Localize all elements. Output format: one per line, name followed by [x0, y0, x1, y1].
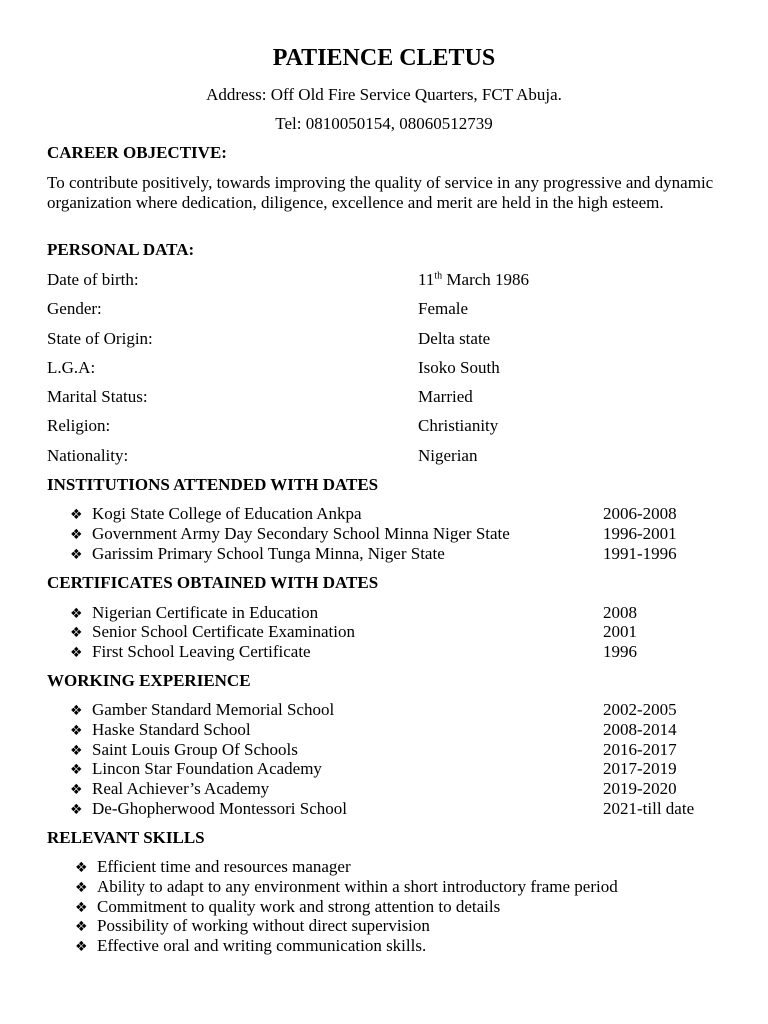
list-item: ❖ Gamber Standard Memorial School	[70, 700, 335, 719]
diamond-bullet-icon: ❖	[75, 919, 88, 935]
diamond-bullet-icon: ❖	[70, 527, 83, 543]
nationality-value: Nigerian	[418, 446, 478, 465]
list-item-date: 2001	[603, 622, 637, 641]
list-item-date: 2019-2020	[603, 779, 677, 798]
list-item: ❖ Garissim Primary School Tunga Minna, Niger State	[70, 544, 445, 563]
diamond-bullet-icon: ❖	[70, 645, 83, 661]
career-objective-heading: CAREER OBJECTIVE:	[47, 143, 227, 162]
list-item: ❖ Ability to adapt to any environment within a short introductory frame period	[75, 877, 618, 896]
list-item-date: 2002-2005	[603, 700, 677, 719]
diamond-bullet-icon: ❖	[75, 880, 88, 896]
address-line: Address: Off Old Fire Service Quarters, FCT Abuja.	[206, 85, 562, 104]
list-item: ❖ Haske Standard School	[70, 720, 251, 739]
resume-name: PATIENCE CLETUS	[272, 45, 496, 71]
religion-value: Christianity	[418, 416, 499, 435]
religion-label: Religion:	[47, 416, 111, 435]
list-item: ❖ Efficient time and resources manager	[75, 857, 351, 876]
career-objective-text: To contribute positively, towards improving the quality of service in any progressive and dynamic organization where dedication, diligence, excellence and merit are held in the high esteem.	[47, 173, 714, 212]
marital-status-label: Marital Status:	[47, 387, 148, 406]
list-item: ❖ First School Leaving Certificate	[70, 642, 311, 661]
lga-label: L.G.A:	[47, 358, 96, 377]
list-item: ❖ Lincon Star Foundation Academy	[70, 759, 322, 778]
list-item: ❖ Government Army Day Secondary School Minna Niger State	[70, 524, 510, 543]
list-item: ❖ Senior School Certificate Examination	[70, 622, 355, 641]
diamond-bullet-icon: ❖	[70, 743, 83, 759]
nationality-label: Nationality:	[47, 446, 129, 465]
diamond-bullet-icon: ❖	[70, 802, 83, 818]
gender-value: Female	[418, 299, 469, 318]
diamond-bullet-icon: ❖	[70, 703, 83, 719]
list-item-date: 2017-2019	[603, 759, 677, 778]
relevant-skills-heading: RELEVANT SKILLS	[47, 828, 205, 847]
diamond-bullet-icon: ❖	[70, 606, 83, 622]
list-item: ❖ Real Achiever’s Academy	[70, 779, 270, 798]
diamond-bullet-icon: ❖	[70, 625, 83, 641]
marital-status-value: Married	[418, 387, 473, 406]
diamond-bullet-icon: ❖	[70, 782, 83, 798]
list-item-date: 1996-2001	[603, 524, 677, 543]
working-experience-heading: WORKING EXPERIENCE	[47, 671, 251, 690]
dob-value: 11th March 1986	[418, 270, 530, 289]
gender-label: Gender:	[47, 299, 102, 318]
list-item: ❖ Possibility of working without direct supervision	[75, 916, 430, 935]
list-item-date: 1991-1996	[603, 544, 677, 563]
list-item-date: 2008	[603, 603, 637, 622]
diamond-bullet-icon: ❖	[70, 723, 83, 739]
diamond-bullet-icon: ❖	[75, 900, 88, 916]
diamond-bullet-icon: ❖	[70, 507, 83, 523]
institutions-heading: INSTITUTIONS ATTENDED WITH DATES	[47, 475, 379, 494]
telephone-line: Tel: 0810050154, 08060512739	[275, 114, 493, 133]
dob-label: Date of birth:	[47, 270, 139, 289]
list-item-date: 2016-2017	[603, 740, 677, 759]
list-item-date: 2008-2014	[603, 720, 677, 739]
certificates-heading: CERTIFICATES OBTAINED WITH DATES	[47, 573, 379, 592]
state-of-origin-value: Delta state	[418, 329, 491, 348]
list-item: ❖ Kogi State College of Education Ankpa	[70, 504, 362, 523]
state-of-origin-label: State of Origin:	[47, 329, 153, 348]
list-item-date: 1996	[603, 642, 637, 661]
list-item: ❖ De-Ghopherwood Montessori School	[70, 799, 347, 818]
list-item: ❖ Saint Louis Group Of Schools	[70, 740, 298, 759]
list-item-date: 2006-2008	[603, 504, 677, 523]
personal-data-heading: PERSONAL DATA:	[47, 240, 195, 259]
list-item: ❖ Effective oral and writing communication skills.	[75, 936, 427, 955]
lga-value: Isoko South	[418, 358, 500, 377]
list-item: ❖ Commitment to quality work and strong attention to details	[75, 897, 501, 916]
list-item: ❖ Nigerian Certificate in Education	[70, 603, 319, 622]
diamond-bullet-icon: ❖	[70, 762, 83, 778]
diamond-bullet-icon: ❖	[75, 860, 88, 876]
diamond-bullet-icon: ❖	[70, 547, 83, 563]
diamond-bullet-icon: ❖	[75, 939, 88, 955]
list-item-date: 2021-till date	[603, 799, 695, 818]
